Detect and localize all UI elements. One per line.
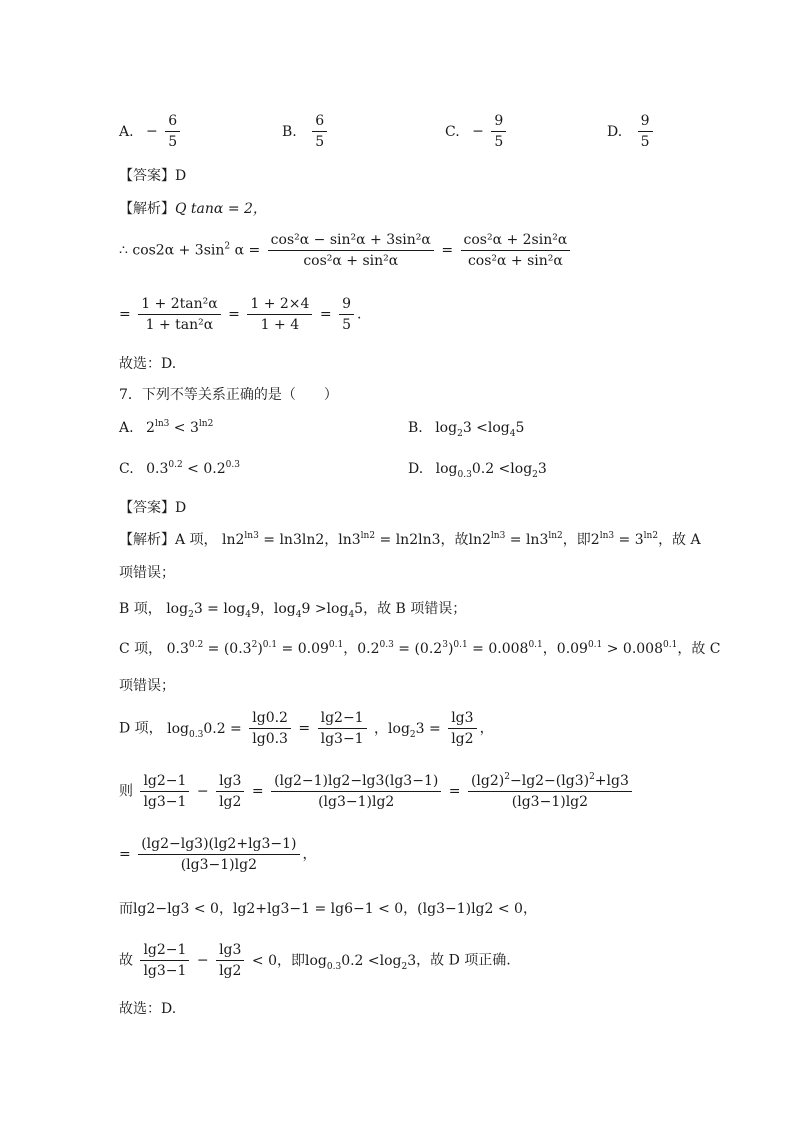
sign: −: [146, 123, 158, 140]
sign: −: [472, 123, 484, 140]
analysis-d-step3: = $\frac{(\lg 2-\lg 3)(\lg 2+\lg 3-1)}{(\lg 3-1)\lg 2}$ ，: [119, 836, 317, 873]
fraction: $\frac{\text{cos²α + 2sin²α}}{\text{cos²α + sin²α}}$: [461, 232, 571, 269]
item-suffix: ，故 B 项错误；: [363, 601, 467, 617]
answer-line: 【答案】D: [119, 500, 187, 516]
fraction: $\frac{6}{5}$: [312, 113, 327, 150]
fraction: $\frac{\text{cos²α − sin²α + 3sin²α}}{\text{cos²α + sin²α}}$: [268, 232, 434, 269]
option-label: D.: [408, 461, 424, 477]
option-label: C.: [445, 123, 460, 140]
analysis-tag: 【解析】: [119, 201, 175, 217]
then-prefix: 则: [119, 783, 133, 800]
equation-lhs: ∴ cos2α + 3sin: [119, 242, 225, 259]
analysis-tag: 【解析】: [119, 532, 175, 548]
option-a: [119, 113, 183, 150]
option-c: C. $0.3^{0.2} < 0.2^{0.3}$: [119, 460, 240, 477]
analysis-c-line2: 项错误；: [119, 678, 175, 694]
analysis-a: 【解析】A 项， $\ln 2^{ln3} = \ln 3\ln 2$，$\ln 3^{ln2} = \ln 2\ln 3$，故$\ln 2^{ln3} = \ln 3^{ln2}$，即$2^{ln3} = 3^{ln2}$，故 A: [119, 531, 701, 548]
fraction: $\frac{9}{5}$: [491, 113, 506, 150]
fraction: $\frac{6}{5}$: [165, 113, 180, 150]
fraction: $\frac{9}{5}$: [638, 113, 653, 150]
option-c: [445, 113, 509, 150]
analysis-line: [119, 198, 267, 218]
fraction: $\frac{\text{1 + 2tan²α}}{\text{1 + tan²α}}$: [138, 296, 221, 333]
item-prefix: A 项，: [175, 532, 218, 548]
option-label: B.: [408, 420, 423, 436]
option-a: A. $2^{ln3} < 3^{ln2}$: [119, 419, 214, 436]
analysis-d: D 项， $\log_{0.3}0.2$ = $\frac{\lg 0.2}{\lg 0.3}$ = $\frac{\lg 2-1}{\lg 3-1}$ ，$\log_23$ = $\frac{\lg 3}{\lg 2}$ ，: [119, 710, 494, 747]
option-b: [282, 113, 330, 150]
analysis-a-line2: 项错误；: [119, 565, 175, 581]
answer-line: 【答案】D: [119, 168, 187, 184]
item-suffix: ，故 C: [677, 641, 721, 657]
item-prefix: C 项，: [119, 641, 163, 657]
option-label: A.: [119, 123, 134, 140]
fraction: $\frac{9}{5}$: [339, 296, 354, 333]
option-label: D.: [607, 123, 623, 140]
analysis-c: C 项， $0.3^{0.2} = (0.3^2)^{0.1} = 0.09^{0.1}$，$0.2^{0.3} = (0.2^3)^{0.1} = 0.008^{0.1}$，$0.09^{0.1} > 0.008^{0.1}$，故 C: [119, 640, 721, 657]
analysis-d-step5: 故 $\frac{\lg 2-1}{\lg 3-1}$ − $\frac{\lg 3}{\lg 2}$ < 0，即$\log_{0.3}0.2 <\log_23$，故 D 项正确.: [119, 942, 511, 979]
item-prefix: D 项，: [119, 720, 163, 737]
option-d: [607, 113, 656, 150]
option-label: C.: [119, 461, 134, 477]
option-b: B. $\log_23 <\log_45$: [408, 420, 525, 439]
question-stem: 7．下列不等关系正确的是（ ）: [119, 387, 338, 403]
option-d: D. $\log_{0.3}0.2 <\log_23$: [408, 461, 547, 480]
and-prefix: 而: [119, 901, 133, 917]
fraction: $\frac{1 + 2\times 4}{1 + 4}$: [247, 296, 312, 333]
equation-lhs-tail: α =: [234, 242, 261, 259]
so-prefix: 故: [119, 952, 133, 969]
conclusion-line: 故选：D.: [119, 356, 177, 372]
equation-line-2: = $\frac{\text{1 + 2tan²α}}{\text{1 + tan²α}}$ = $\frac{1 + 2\times 4}{1 + 4}$ = $\frac{9}{5}$ .: [119, 296, 362, 333]
item-suffix: ，故 A: [658, 532, 701, 548]
analysis-d-step4: 而lg2−lg3 < 0，lg2+lg3−1 = lg6−1 < 0，(lg3−1)lg2 < 0，: [119, 901, 537, 917]
analysis-b: B 项， $\log_23 = \log_49$，$\log_49 >\log_45$，故 B 项错误；: [119, 601, 467, 620]
item-prefix: B 项，: [119, 601, 162, 617]
so-suffix: ，故 D 项正确.: [416, 952, 511, 969]
conclusion-line: 故选：D.: [119, 1001, 177, 1017]
analysis-text: Q tanα = 2，: [175, 201, 267, 217]
option-label: A.: [119, 420, 134, 436]
option-label: B.: [282, 123, 297, 140]
equation-line-1: ∴ $\cos 2\alpha + 3\sin^2$ α = $\frac{\text{cos²α − sin²α + 3sin²α}}{\text{cos²α + sin²α}}$ = $\frac{\text{cos²α + 2sin²α}}{\text{cos²α + sin²α}}$: [119, 232, 573, 269]
analysis-d-step2: 则 $\frac{\lg 2-1}{\lg 3-1}$ − $\frac{\lg 3}{\lg 2}$ = $\frac{(\lg 2-1)\lg 2-\lg 3(\lg 3-1)}{(\lg 3-1)\lg 2}$ = $\frac{(\lg 2)^2-\lg 2-(\lg 3)^2+\lg 3}{(\lg 3-1)\lg 2}$: [119, 773, 635, 810]
